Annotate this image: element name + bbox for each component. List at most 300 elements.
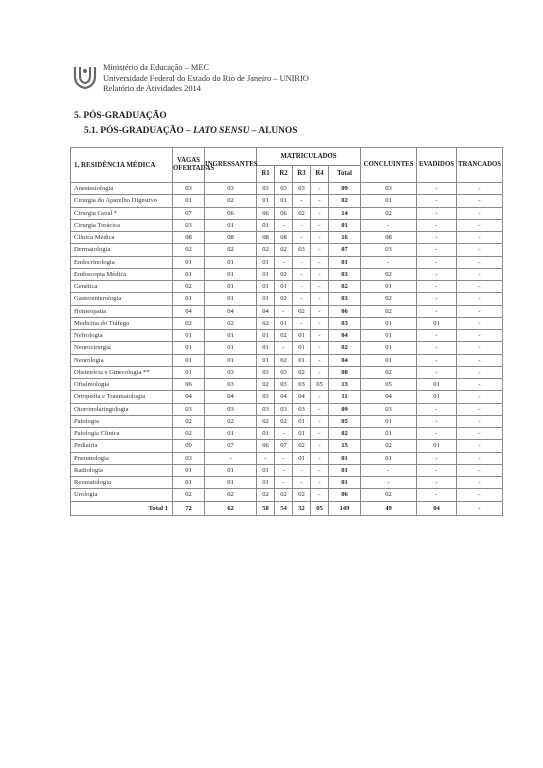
cell-specialty: Oftalmologia bbox=[71, 379, 173, 391]
cell-vagas: 01 bbox=[173, 342, 205, 354]
cell-concluintes: 03 bbox=[361, 403, 417, 415]
table-row bbox=[71, 293, 503, 305]
cell-specialty: Medicina do Tráfego bbox=[71, 317, 173, 329]
cell-r1: 01 bbox=[257, 354, 275, 366]
cell-trancados: - bbox=[457, 489, 503, 501]
cell-concluintes: - bbox=[361, 219, 417, 231]
cell-vagas: 01 bbox=[173, 464, 205, 476]
cell-r3: 02 bbox=[293, 305, 311, 317]
cell-specialty: Otorrinolaringologia bbox=[71, 403, 173, 415]
cell-specialty: Dermatologia bbox=[71, 244, 173, 256]
cell-r4: - bbox=[311, 477, 329, 489]
cell-r2: 06 bbox=[275, 207, 293, 219]
cell-vagas: 01 bbox=[173, 256, 205, 268]
cell-vagas: 02 bbox=[173, 428, 205, 440]
cell-r2: 01 bbox=[275, 195, 293, 207]
table-row bbox=[71, 268, 503, 280]
cell-concluintes: - bbox=[361, 464, 417, 476]
cell-r1: 03 bbox=[257, 183, 275, 195]
cell-concluintes: 02 bbox=[361, 268, 417, 280]
cell-concluintes: 03 bbox=[361, 244, 417, 256]
cell-trancados: - bbox=[457, 281, 503, 293]
table-row bbox=[71, 317, 503, 329]
cell-concluintes: 01 bbox=[361, 195, 417, 207]
cell-r1: 01 bbox=[257, 268, 275, 280]
cell-r3: 01 bbox=[293, 428, 311, 440]
cell-ingressantes: 04 bbox=[205, 305, 257, 317]
col-header-evadidos: EVADIDOS bbox=[417, 148, 457, 183]
total-cell-specialty: Total 1 bbox=[71, 501, 173, 515]
document-header bbox=[103, 63, 309, 95]
cell-trancados: - bbox=[457, 317, 503, 329]
cell-r2: - bbox=[275, 219, 293, 231]
table-row bbox=[71, 183, 503, 195]
cell-r1: 01 bbox=[257, 342, 275, 354]
cell-specialty: Urologia bbox=[71, 489, 173, 501]
cell-evadidos: - bbox=[417, 403, 457, 415]
cell-specialty: Endocrinologia bbox=[71, 256, 173, 268]
cell-vagas: 01 bbox=[173, 330, 205, 342]
cell-ingressantes: 07 bbox=[205, 440, 257, 452]
section-title: 5. PÓS-GRADUAÇÃO bbox=[74, 111, 167, 121]
cell-r1: 02 bbox=[257, 415, 275, 427]
cell-specialty: Clínica Médica bbox=[71, 232, 173, 244]
table-row bbox=[71, 391, 503, 403]
cell-r4: - bbox=[311, 464, 329, 476]
cell-ingressantes: 01 bbox=[205, 354, 257, 366]
cell-r2: - bbox=[275, 305, 293, 317]
cell-r3: - bbox=[293, 464, 311, 476]
cell-total: 03 bbox=[329, 293, 361, 305]
cell-r1: 08 bbox=[257, 232, 275, 244]
cell-total: 15 bbox=[329, 440, 361, 452]
cell-vagas: 01 bbox=[173, 293, 205, 305]
cell-r3: - bbox=[293, 232, 311, 244]
col-header-r2: R2 bbox=[275, 166, 293, 183]
subsection-title bbox=[84, 126, 297, 136]
cell-vagas: 04 bbox=[173, 391, 205, 403]
cell-concluintes: - bbox=[361, 256, 417, 268]
cell-trancados: - bbox=[457, 354, 503, 366]
cell-ingressantes: 02 bbox=[205, 415, 257, 427]
cell-r3: - bbox=[293, 477, 311, 489]
subsection-italic: LATO SENSU bbox=[193, 126, 250, 136]
cell-total: 01 bbox=[329, 452, 361, 464]
cell-r2: 03 bbox=[275, 183, 293, 195]
cell-vagas: 03 bbox=[173, 219, 205, 231]
cell-r3: 02 bbox=[293, 440, 311, 452]
table-row bbox=[71, 403, 503, 415]
cell-total: 02 bbox=[329, 428, 361, 440]
cell-specialty: Patologia Clínica bbox=[71, 428, 173, 440]
table-row bbox=[71, 428, 503, 440]
cell-r1: 03 bbox=[257, 391, 275, 403]
cell-total: 01 bbox=[329, 477, 361, 489]
cell-r3: 03 bbox=[293, 403, 311, 415]
cell-vagas: 01 bbox=[173, 268, 205, 280]
cell-concluintes: 02 bbox=[361, 293, 417, 305]
cell-specialty: Obstetrícia e Ginecologia ** bbox=[71, 366, 173, 378]
table-row bbox=[71, 489, 503, 501]
cell-vagas: 04 bbox=[173, 305, 205, 317]
cell-r4: - bbox=[311, 317, 329, 329]
cell-r1: 06 bbox=[257, 207, 275, 219]
cell-trancados: - bbox=[457, 330, 503, 342]
cell-trancados: - bbox=[457, 256, 503, 268]
cell-concluintes: 05 bbox=[361, 379, 417, 391]
cell-r4: - bbox=[311, 183, 329, 195]
cell-total: 09 bbox=[329, 403, 361, 415]
cell-ingressantes: 06 bbox=[205, 207, 257, 219]
cell-trancados: - bbox=[457, 415, 503, 427]
cell-r4: - bbox=[311, 244, 329, 256]
cell-ingressantes: 03 bbox=[205, 403, 257, 415]
cell-ingressantes: 08 bbox=[205, 232, 257, 244]
cell-r4: - bbox=[311, 342, 329, 354]
cell-evadidos: - bbox=[417, 342, 457, 354]
cell-ingressantes: 01 bbox=[205, 477, 257, 489]
cell-r4: - bbox=[311, 489, 329, 501]
cell-vagas: 09 bbox=[173, 440, 205, 452]
cell-specialty: Radiologia bbox=[71, 464, 173, 476]
cell-r4: - bbox=[311, 391, 329, 403]
table-row bbox=[71, 232, 503, 244]
cell-total: 03 bbox=[329, 317, 361, 329]
cell-total: 01 bbox=[329, 464, 361, 476]
cell-r4: - bbox=[311, 256, 329, 268]
cell-r3: - bbox=[293, 195, 311, 207]
cell-concluintes: 01 bbox=[361, 354, 417, 366]
cell-ingressantes: 01 bbox=[205, 281, 257, 293]
cell-ingressantes: 01 bbox=[205, 464, 257, 476]
cell-trancados: - bbox=[457, 391, 503, 403]
cell-evadidos: - bbox=[417, 232, 457, 244]
cell-r2: 02 bbox=[275, 244, 293, 256]
col-header-r3: R3 bbox=[293, 166, 311, 183]
cell-total: 11 bbox=[329, 391, 361, 403]
cell-r3: 03 bbox=[293, 183, 311, 195]
cell-vagas: 06 bbox=[173, 379, 205, 391]
cell-evadidos: - bbox=[417, 207, 457, 219]
cell-ingressantes: 01 bbox=[205, 219, 257, 231]
cell-evadidos: - bbox=[417, 330, 457, 342]
col-header-total: Total bbox=[329, 166, 361, 183]
cell-r1: 04 bbox=[257, 305, 275, 317]
cell-total: 05 bbox=[329, 415, 361, 427]
cell-r4: - bbox=[311, 232, 329, 244]
col-header-vagas: VAGAS OFERTADAS bbox=[173, 148, 205, 183]
table-row bbox=[71, 195, 503, 207]
cell-vagas: 03 bbox=[173, 183, 205, 195]
cell-evadidos: - bbox=[417, 428, 457, 440]
cell-r4: - bbox=[311, 268, 329, 280]
cell-ingressantes: 02 bbox=[205, 317, 257, 329]
cell-r4: - bbox=[311, 428, 329, 440]
cell-vagas: 03 bbox=[173, 403, 205, 415]
total-cell-trancados: - bbox=[457, 501, 503, 515]
cell-trancados: - bbox=[457, 403, 503, 415]
cell-evadidos: - bbox=[417, 244, 457, 256]
cell-evadidos: - bbox=[417, 305, 457, 317]
cell-r4: 05 bbox=[311, 379, 329, 391]
cell-vagas: 07 bbox=[173, 207, 205, 219]
cell-ingressantes: 01 bbox=[205, 293, 257, 305]
cell-total: 02 bbox=[329, 342, 361, 354]
cell-r4: - bbox=[311, 330, 329, 342]
cell-concluintes: 02 bbox=[361, 440, 417, 452]
cell-trancados: - bbox=[457, 219, 503, 231]
cell-trancados: - bbox=[457, 183, 503, 195]
cell-r1: 01 bbox=[257, 330, 275, 342]
table-row bbox=[71, 342, 503, 354]
cell-r1: 01 bbox=[257, 464, 275, 476]
cell-r3: 01 bbox=[293, 342, 311, 354]
cell-ingressantes: 01 bbox=[205, 342, 257, 354]
cell-specialty: Anestesiologia bbox=[71, 183, 173, 195]
cell-concluintes: 02 bbox=[361, 207, 417, 219]
cell-trancados: - bbox=[457, 268, 503, 280]
cell-r3: 02 bbox=[293, 207, 311, 219]
cell-total: 16 bbox=[329, 232, 361, 244]
cell-specialty: Cirurgia do Aparelho Digestivo bbox=[71, 195, 173, 207]
cell-r3: - bbox=[293, 219, 311, 231]
cell-concluintes: 01 bbox=[361, 342, 417, 354]
cell-concluintes: 02 bbox=[361, 366, 417, 378]
cell-evadidos: 01 bbox=[417, 440, 457, 452]
cell-trancados: - bbox=[457, 477, 503, 489]
cell-r3: 01 bbox=[293, 330, 311, 342]
total-cell-r4: 05 bbox=[311, 501, 329, 515]
cell-r3: 02 bbox=[293, 489, 311, 501]
table-row bbox=[71, 477, 503, 489]
cell-r3: 01 bbox=[293, 354, 311, 366]
cell-vagas: 01 bbox=[173, 477, 205, 489]
cell-evadidos: - bbox=[417, 219, 457, 231]
cell-vagas: 02 bbox=[173, 415, 205, 427]
cell-r2: 08 bbox=[275, 232, 293, 244]
table-row bbox=[71, 440, 503, 452]
residencia-medica-table bbox=[70, 147, 503, 516]
cell-ingressantes: 01 bbox=[205, 330, 257, 342]
cell-evadidos: - bbox=[417, 183, 457, 195]
cell-evadidos: - bbox=[417, 489, 457, 501]
cell-r2: 03 bbox=[275, 379, 293, 391]
cell-r3: 04 bbox=[293, 391, 311, 403]
cell-r4: - bbox=[311, 219, 329, 231]
col-header-ingressantes: INGRESSANTES bbox=[205, 148, 257, 183]
cell-concluintes: 01 bbox=[361, 452, 417, 464]
cell-r2: - bbox=[275, 452, 293, 464]
table-row bbox=[71, 464, 503, 476]
col-header-trancados: TRANCADOS bbox=[457, 148, 503, 183]
cell-r1: 03 bbox=[257, 403, 275, 415]
cell-specialty: Ortopedia e Traumatologia bbox=[71, 391, 173, 403]
cell-r2: 02 bbox=[275, 415, 293, 427]
cell-r2: - bbox=[275, 477, 293, 489]
col-header-r4: R4 bbox=[311, 166, 329, 183]
cell-r1: 01 bbox=[257, 256, 275, 268]
cell-concluintes: - bbox=[361, 477, 417, 489]
cell-evadidos: 01 bbox=[417, 379, 457, 391]
cell-vagas: 01 bbox=[173, 354, 205, 366]
cell-evadidos: - bbox=[417, 366, 457, 378]
cell-r4: - bbox=[311, 415, 329, 427]
cell-evadidos: - bbox=[417, 268, 457, 280]
cell-vagas: 02 bbox=[173, 244, 205, 256]
cell-r3: 01 bbox=[293, 415, 311, 427]
cell-total: 08 bbox=[329, 366, 361, 378]
cell-concluintes: 01 bbox=[361, 317, 417, 329]
cell-evadidos: 01 bbox=[417, 391, 457, 403]
cell-vagas: 01 bbox=[173, 366, 205, 378]
cell-specialty: Homeopatia bbox=[71, 305, 173, 317]
cell-trancados: - bbox=[457, 195, 503, 207]
col-header-residencia: 1. RESIDÊNCIA MÉDICA bbox=[71, 148, 173, 183]
unirio-logo-icon bbox=[72, 64, 98, 90]
col-header-concluintes: CONCLUINTES bbox=[361, 148, 417, 183]
cell-concluintes: 04 bbox=[361, 391, 417, 403]
total-cell-r3: 32 bbox=[293, 501, 311, 515]
cell-trancados: - bbox=[457, 207, 503, 219]
cell-ingressantes: 03 bbox=[205, 183, 257, 195]
cell-concluintes: 01 bbox=[361, 281, 417, 293]
cell-evadidos: - bbox=[417, 293, 457, 305]
cell-total: 01 bbox=[329, 219, 361, 231]
total-cell-ingressantes: 62 bbox=[205, 501, 257, 515]
cell-total: 06 bbox=[329, 305, 361, 317]
cell-total: 02 bbox=[329, 281, 361, 293]
header-line-university: Universidade Federal do Estado do Rio de Janeiro – UNIRIO bbox=[103, 73, 309, 83]
cell-evadidos: - bbox=[417, 464, 457, 476]
cell-evadidos: - bbox=[417, 256, 457, 268]
cell-r1: 01 bbox=[257, 281, 275, 293]
cell-specialty: Endoscopia Médica bbox=[71, 268, 173, 280]
cell-specialty: Pediatria bbox=[71, 440, 173, 452]
col-header-matriculados: MATRICULADOS bbox=[257, 148, 361, 166]
cell-specialty: Nefrologia bbox=[71, 330, 173, 342]
cell-r1: 02 bbox=[257, 379, 275, 391]
cell-r1: - bbox=[257, 452, 275, 464]
cell-trancados: - bbox=[457, 379, 503, 391]
total-cell-vagas: 72 bbox=[173, 501, 205, 515]
cell-r4: - bbox=[311, 207, 329, 219]
cell-trancados: - bbox=[457, 452, 503, 464]
cell-evadidos: - bbox=[417, 354, 457, 366]
cell-r2: 02 bbox=[275, 330, 293, 342]
cell-ingressantes: 01 bbox=[205, 428, 257, 440]
cell-r4: - bbox=[311, 195, 329, 207]
total-row bbox=[71, 501, 503, 515]
cell-evadidos: - bbox=[417, 195, 457, 207]
cell-r4: - bbox=[311, 354, 329, 366]
total-cell-r1: 58 bbox=[257, 501, 275, 515]
table-row bbox=[71, 219, 503, 231]
cell-total: 13 bbox=[329, 379, 361, 391]
cell-vagas: 02 bbox=[173, 317, 205, 329]
cell-r4: - bbox=[311, 403, 329, 415]
cell-r1: 02 bbox=[257, 317, 275, 329]
cell-specialty: Cirurgia Torácica bbox=[71, 219, 173, 231]
cell-concluintes: 01 bbox=[361, 330, 417, 342]
table-row bbox=[71, 354, 503, 366]
cell-ingressantes: 02 bbox=[205, 195, 257, 207]
table-row bbox=[71, 379, 503, 391]
cell-r2: 01 bbox=[275, 317, 293, 329]
cell-r3: 03 bbox=[293, 244, 311, 256]
table-row bbox=[71, 366, 503, 378]
cell-total: 02 bbox=[329, 195, 361, 207]
cell-r2: 01 bbox=[275, 281, 293, 293]
cell-specialty: Neurologia bbox=[71, 354, 173, 366]
cell-r3: 02 bbox=[293, 366, 311, 378]
cell-r1: 03 bbox=[257, 366, 275, 378]
cell-total: 07 bbox=[329, 244, 361, 256]
cell-ingressantes: 03 bbox=[205, 366, 257, 378]
cell-ingressantes: 01 bbox=[205, 268, 257, 280]
cell-specialty: Cirurgia Geral * bbox=[71, 207, 173, 219]
cell-r2: - bbox=[275, 256, 293, 268]
cell-evadidos: - bbox=[417, 452, 457, 464]
cell-evadidos: - bbox=[417, 477, 457, 489]
cell-ingressantes: 03 bbox=[205, 379, 257, 391]
cell-r4: - bbox=[311, 452, 329, 464]
cell-total: 09 bbox=[329, 183, 361, 195]
header-line-ministry: Ministério da Educação – MEC bbox=[103, 63, 210, 72]
cell-ingressantes: 02 bbox=[205, 244, 257, 256]
cell-ingressantes: - bbox=[205, 452, 257, 464]
cell-trancados: - bbox=[457, 232, 503, 244]
cell-r3: - bbox=[293, 293, 311, 305]
cell-concluintes: 01 bbox=[361, 428, 417, 440]
cell-r2: 07 bbox=[275, 440, 293, 452]
cell-r2: 04 bbox=[275, 391, 293, 403]
cell-r2: - bbox=[275, 464, 293, 476]
cell-specialty: Gastroenterologia bbox=[71, 293, 173, 305]
table-row bbox=[71, 330, 503, 342]
cell-r1: 01 bbox=[257, 293, 275, 305]
cell-r4: - bbox=[311, 305, 329, 317]
cell-r1: 01 bbox=[257, 477, 275, 489]
cell-trancados: - bbox=[457, 305, 503, 317]
cell-r1: 01 bbox=[257, 428, 275, 440]
cell-concluintes: 08 bbox=[361, 232, 417, 244]
cell-vagas: 02 bbox=[173, 489, 205, 501]
cell-trancados: - bbox=[457, 464, 503, 476]
cell-total: 03 bbox=[329, 268, 361, 280]
cell-r3: - bbox=[293, 281, 311, 293]
cell-r2: 02 bbox=[275, 354, 293, 366]
cell-r1: 02 bbox=[257, 244, 275, 256]
table-row bbox=[71, 207, 503, 219]
cell-ingressantes: 02 bbox=[205, 489, 257, 501]
cell-specialty: Pneumologia bbox=[71, 452, 173, 464]
cell-trancados: - bbox=[457, 428, 503, 440]
cell-r2: - bbox=[275, 342, 293, 354]
col-header-r1: R1 bbox=[257, 166, 275, 183]
cell-r2: 03 bbox=[275, 366, 293, 378]
cell-r1: 02 bbox=[257, 489, 275, 501]
cell-r3: - bbox=[293, 256, 311, 268]
subsection-prefix: 5.1. PÓS-GRADUAÇÃO – bbox=[84, 126, 194, 136]
cell-vagas: 01 bbox=[173, 195, 205, 207]
cell-vagas: 08 bbox=[173, 232, 205, 244]
cell-concluintes: 01 bbox=[361, 415, 417, 427]
cell-r2: 02 bbox=[275, 268, 293, 280]
cell-vagas: 02 bbox=[173, 281, 205, 293]
cell-concluintes: 03 bbox=[361, 183, 417, 195]
cell-r2: 03 bbox=[275, 403, 293, 415]
cell-r4: - bbox=[311, 366, 329, 378]
